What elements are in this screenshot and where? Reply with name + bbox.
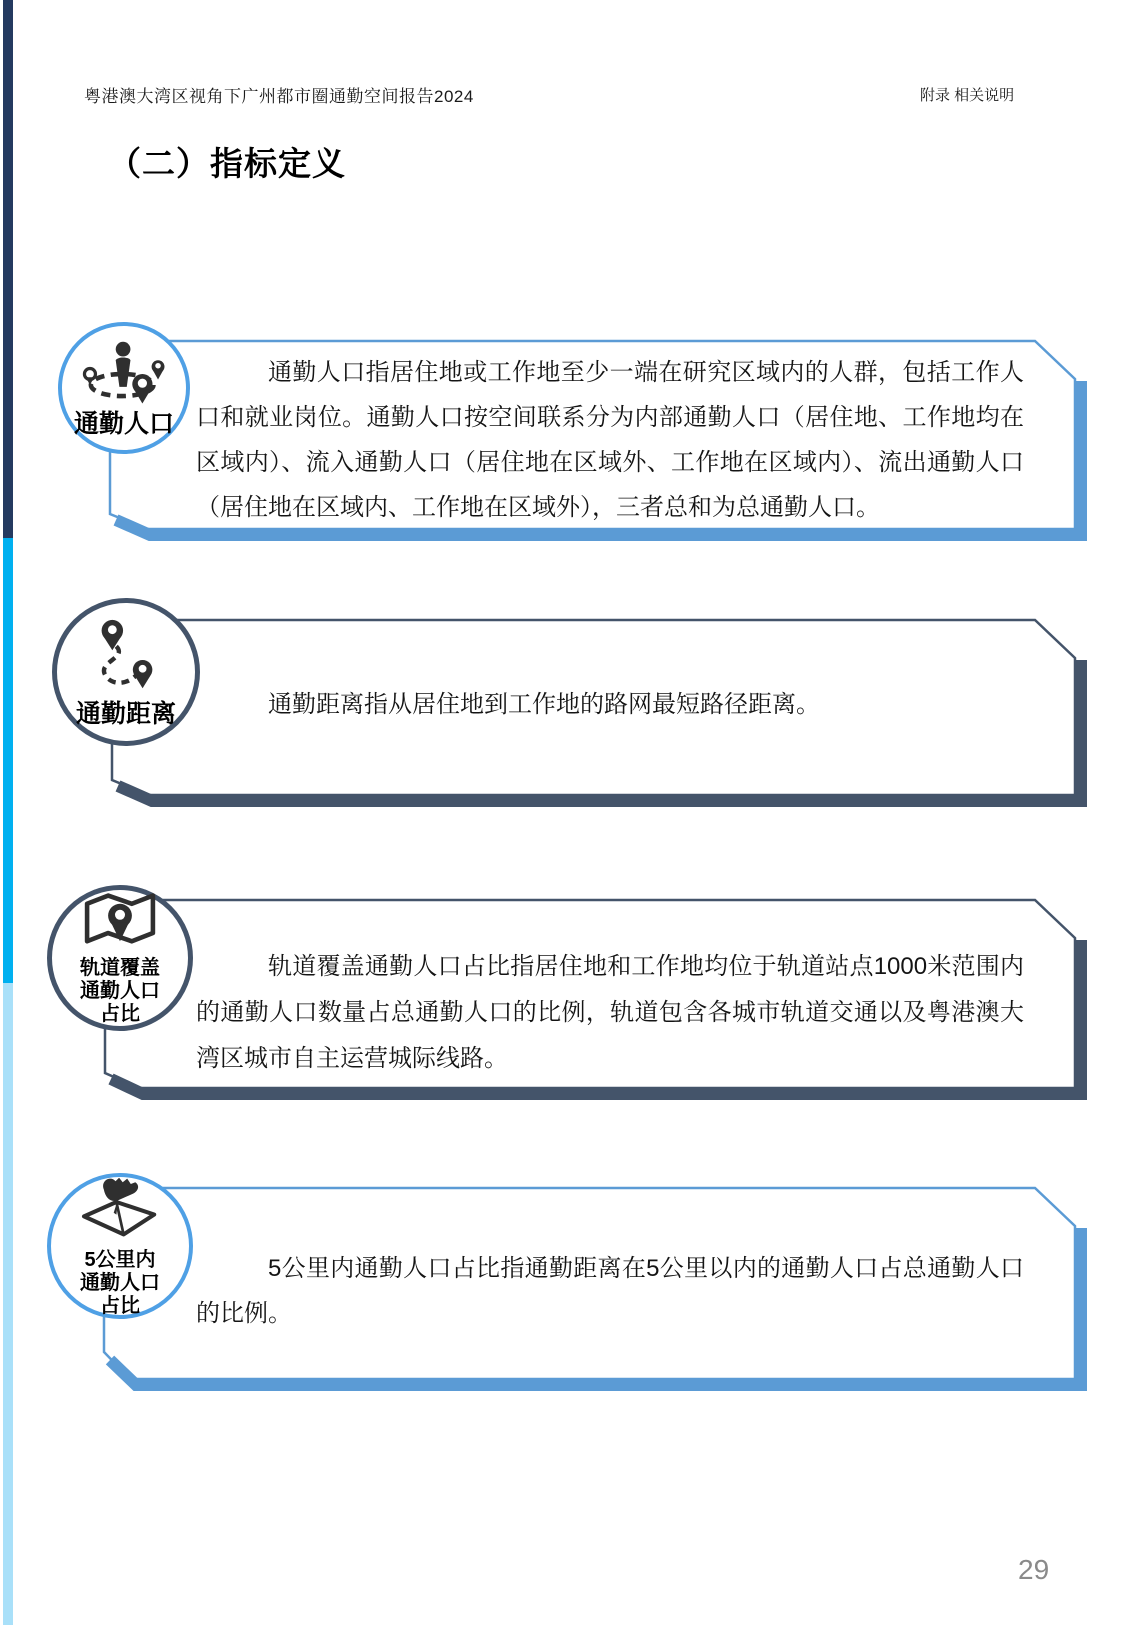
indicator-label-line: 轨道覆盖: [80, 956, 160, 979]
indicator-badge-commute-distance: [52, 598, 200, 746]
definition-text-five-km-share: 5公里内通勤人口占比指通勤距离在5公里以内的通勤人口占总通勤人口的比例。: [196, 1255, 1024, 1327]
indicator-badge-commuter-population: [58, 322, 190, 454]
section-title: （二）指标定义: [108, 145, 346, 182]
indicator-label-line: 5公里内: [84, 1248, 156, 1271]
indicator-badge-five-km-share: [47, 1173, 193, 1319]
commuter-population-icon: [78, 339, 170, 409]
commute-distance-route-icon: [86, 617, 166, 699]
indicator-label-line: 通勤人口: [80, 1271, 160, 1294]
indicator-label: 通勤距离: [75, 699, 176, 728]
appendix-header: 附录 相关说明: [920, 87, 1015, 104]
indicator-label-line: 占比: [100, 1002, 140, 1025]
definition-text-rail-coverage: 轨道覆盖通勤人口占比指居住地和工作地均位于轨道站点1000米范围内的通勤人口数量占总通勤人口的比例，轨道包含各城市轨道交通以及粤港澳大湾区城市自主运营城际线路。: [196, 953, 1024, 1072]
indicator-badge-rail-coverage: [47, 885, 193, 1031]
indicator-label: 通勤人口: [73, 409, 174, 438]
rail-coverage-map-pin-icon: [74, 891, 166, 955]
five-km-hand-map-icon: [74, 1175, 166, 1247]
report-title-header: 粤港澳大湾区视角下广州都市圈通勤空间报告2024: [84, 87, 474, 106]
indicator-label-line: 占比: [100, 1294, 140, 1317]
indicator-label-line: 通勤人口: [80, 979, 160, 1002]
definition-text-commuter-population: 通勤人口指居住地或工作地至少一端在研究区域内的人群，包括工作人口和就业岗位。通勤人口按空间联系分为内部通勤人口（居住地、工作地均在区域内）、流入通勤人口（居住地在区域外、工作地在区域内）、流出通勤人口（居住地在区域内、工作地在区域外），三者总和为总通勤人口。: [196, 359, 1024, 521]
definition-text-commute-distance: 通勤距离指从居住地到工作地的路网最短路径距离。: [268, 691, 820, 718]
page-number: 29: [1018, 1554, 1050, 1585]
